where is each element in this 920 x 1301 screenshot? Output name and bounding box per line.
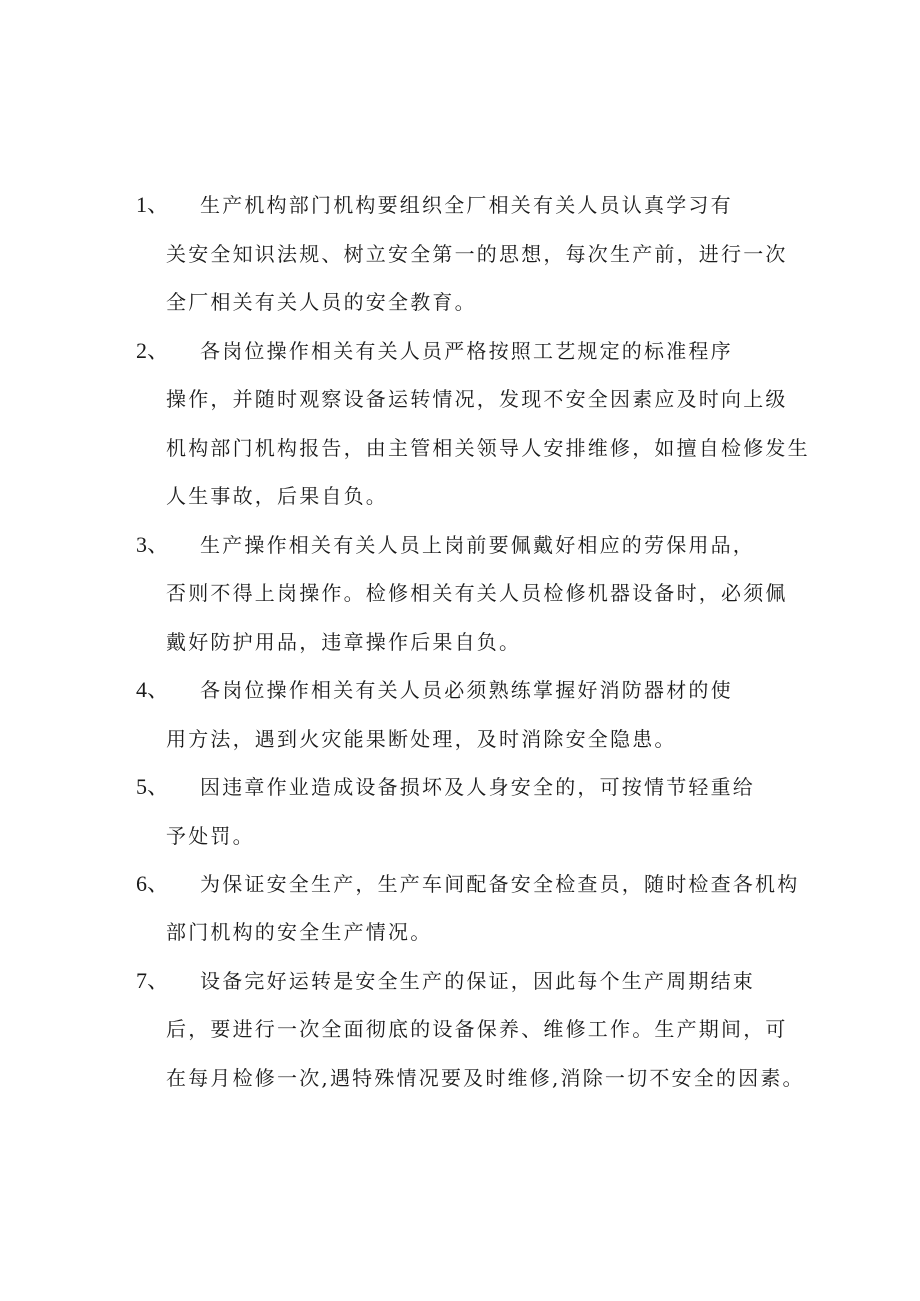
rule-text-line: 人生事故，后果自负。 (166, 484, 388, 508)
rule-text-line: 操作，并随时观察设备运转情况，发现不安全因素应及时向上级 (166, 387, 788, 411)
rule-number: 3、 (136, 532, 170, 557)
rule-number: 1、 (136, 192, 170, 217)
rule-number: 4、 (136, 677, 170, 702)
rule-text-line: 生产操作相关有关人员上岗前要佩戴好相应的劳保用品， (200, 533, 755, 557)
rule-text-line: 戴好防护用品，违章操作后果自负。 (166, 630, 522, 654)
rule-text-line: 因违章作业造成设备损坏及人身安全的，可按情节轻重给 (200, 775, 755, 799)
rule-number: 5、 (136, 774, 170, 799)
rule-text-line: 予处罚。 (166, 824, 255, 848)
rule-number: 7、 (136, 968, 170, 993)
rule-number: 6、 (136, 871, 170, 896)
rule-text-line: 设备完好运转是安全生产的保证，因此每个生产周期结束 (200, 969, 755, 993)
rule-text-line: 机构部门机构报告，由主管相关领导人安排维修，如擅自检修发生 (166, 436, 810, 460)
rule-text-line: 为保证安全生产，生产车间配备安全检查员，随时检查各机构 (200, 872, 800, 896)
rule-text-line: 后，要进行一次全面彻底的设备保养、维修工作。生产期间，可 (166, 1017, 788, 1041)
rule-text-line: 关安全知识法规、树立安全第一的思想，每次生产前，进行一次 (166, 242, 788, 266)
rule-number: 2、 (136, 338, 170, 363)
rule-text-line: 各岗位操作相关有关人员必须熟练掌握好消防器材的使 (200, 678, 733, 702)
rule-text-line: 在每月检修一次,遇特殊情况要及时维修,消除一切不安全的因素。 (166, 1066, 805, 1090)
rule-text-line: 生产机构部门机构要组织全厂相关有关人员认真学习有 (200, 193, 733, 217)
rule-text-line: 各岗位操作相关有关人员严格按照工艺规定的标准程序 (200, 339, 733, 363)
rule-text-line: 用方法，遇到火灾能果断处理，及时消除安全隐患。 (166, 727, 677, 751)
rule-text-line: 否则不得上岗操作。检修相关有关人员检修机器设备时，必须佩 (166, 581, 788, 605)
rule-text-line: 部门机构的安全生产情况。 (166, 920, 433, 944)
rule-text-line: 全厂相关有关人员的安全教育。 (166, 290, 477, 314)
